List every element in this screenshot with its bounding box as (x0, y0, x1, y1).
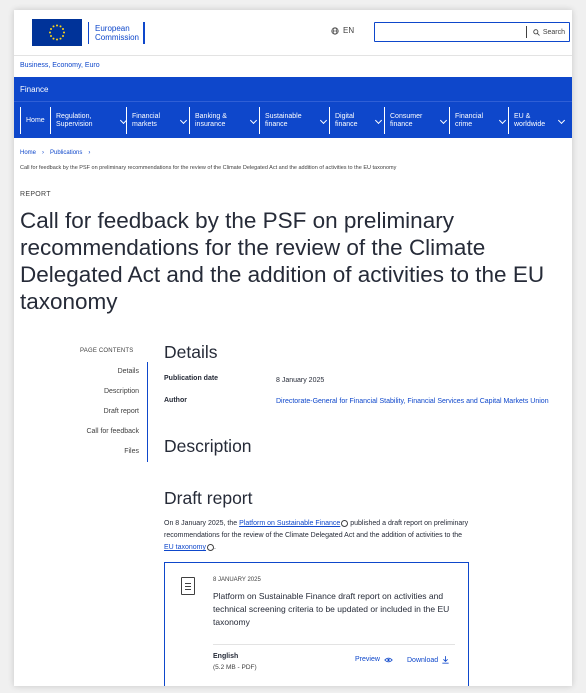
nav-item-sustainable-finance[interactable] (259, 107, 326, 134)
document-icon (181, 577, 195, 595)
download-label: Download (407, 656, 439, 664)
download-link[interactable] (407, 656, 449, 664)
nav-section-title[interactable]: Finance (20, 85, 49, 94)
search-button-label: Search (542, 28, 565, 36)
download-icon (442, 656, 449, 664)
breadcrumb (20, 150, 96, 156)
chevron-right-icon: › (42, 150, 45, 156)
breadcrumb-current: Call for feedback by the PSF on preliminary recommendations for the review of the Climate Delegated Act and the addition of activities to the EU taxonomy (20, 165, 397, 171)
draft-report-text-3: . (214, 544, 216, 551)
nav-item-label: Sustainable finance (265, 112, 302, 128)
nav-item-label: Financial crime (455, 112, 484, 128)
language-code: EN (343, 26, 355, 35)
nav-item-label: Digital finance (335, 112, 358, 128)
draft-report-text-1: On 8 January 2025, the (164, 520, 240, 527)
chevron-down-icon (320, 117, 327, 124)
chevron-down-icon (558, 117, 565, 124)
file-card (164, 562, 469, 686)
toc-item-call-for-feedback[interactable]: Call for feedback (86, 428, 139, 435)
eye-icon (384, 657, 393, 663)
chevron-down-icon (375, 117, 382, 124)
chevron-down-icon (440, 117, 447, 124)
publication-date-label: Publication date (164, 375, 219, 382)
page-contents-nav (54, 362, 148, 462)
nav-item-label: EU & worldwide (514, 112, 546, 128)
globe-icon (331, 27, 339, 35)
description-heading: Description (164, 436, 252, 456)
details-heading: Details (164, 342, 218, 362)
search-icon (533, 29, 540, 36)
nav-item-consumer-finance[interactable] (384, 107, 446, 134)
nav-item-digital-finance[interactable] (329, 107, 381, 134)
file-title: Platform on Sustainable Finance draft report on activities and technical screening criteria to be updated or included in the EU taxonomy (213, 591, 450, 627)
author-label: Author (164, 397, 187, 404)
preview-link[interactable] (355, 656, 393, 663)
draft-report-text-2: published a draft report on preliminary recommendations for the review of the Climate Delegated Act and the addition of activities to the (164, 520, 469, 539)
breadcrumb-publications[interactable]: Publications (50, 150, 83, 156)
logo-divider (88, 22, 89, 44)
preview-label: Preview (355, 656, 380, 663)
file-divider (213, 644, 455, 645)
nav-item-label: Home (26, 116, 45, 124)
draft-report-text (164, 518, 469, 554)
breadcrumb-home[interactable]: Home (20, 150, 37, 156)
content-type-label: REPORT (20, 191, 51, 198)
logo-line-1: European (95, 23, 130, 33)
logo-text (95, 24, 139, 42)
site-name-link[interactable]: Business, Economy, Euro (20, 62, 100, 69)
platform-sustainable-finance-link[interactable]: Platform on Sustainable Finance (239, 520, 341, 527)
search-input[interactable] (374, 22, 570, 42)
chevron-down-icon (180, 117, 187, 124)
chevron-right-icon: › (88, 150, 91, 156)
toc-item-details[interactable]: Details (117, 368, 139, 375)
chevron-down-icon (499, 117, 506, 124)
nav-item-label: Banking & insurance (195, 112, 227, 128)
nav-item-label: Regulation, Supervision (56, 112, 93, 128)
nav-item-banking[interactable] (189, 107, 256, 134)
nav-item-home[interactable] (20, 107, 50, 134)
nav-item-eu-worldwide[interactable] (508, 107, 564, 134)
nav-item-financial-crime[interactable] (449, 107, 505, 134)
search-divider (526, 26, 527, 38)
toc-item-description[interactable]: Description (103, 388, 139, 395)
page-contents-title: PAGE CONTENTS (80, 348, 134, 354)
author-link[interactable]: Directorate-General for Financial Stability, Financial Services and Capital Markets Union (276, 398, 549, 405)
eu-flag-icon (32, 19, 82, 46)
main-navigation (14, 101, 572, 138)
language-selector[interactable] (331, 26, 354, 35)
toc-item-files[interactable]: Files (124, 448, 139, 455)
logo-line-2: Commission (95, 32, 140, 42)
page (14, 10, 572, 686)
logo-bar (143, 22, 145, 44)
file-language: English (213, 653, 239, 660)
page-title: Call for feedback by the PSF on preliminary recommendations for the review of the Climate Delegated Act and the addition of activities to the EU taxonomy (20, 208, 545, 314)
nav-item-regulation[interactable] (50, 107, 126, 134)
file-date: 8 JANUARY 2025 (213, 577, 261, 583)
site-header (14, 10, 572, 56)
publication-date-value: 8 January 2025 (276, 377, 325, 384)
toc-item-draft-report[interactable]: Draft report (103, 408, 139, 415)
nav-item-label: Consumer finance (390, 112, 423, 128)
draft-report-heading: Draft report (164, 488, 253, 508)
nav-item-financial-markets[interactable] (126, 107, 186, 134)
search-button[interactable] (533, 29, 569, 36)
nav-section-title-bar (14, 77, 572, 101)
european-commission-logo[interactable] (32, 19, 145, 46)
external-link-icon (207, 544, 214, 551)
file-size: (5.2 MB - PDF) (213, 664, 257, 671)
chevron-down-icon (250, 117, 257, 124)
nav-item-label: Financial markets (132, 112, 161, 128)
eu-taxonomy-link[interactable]: EU taxonomy (164, 544, 207, 551)
